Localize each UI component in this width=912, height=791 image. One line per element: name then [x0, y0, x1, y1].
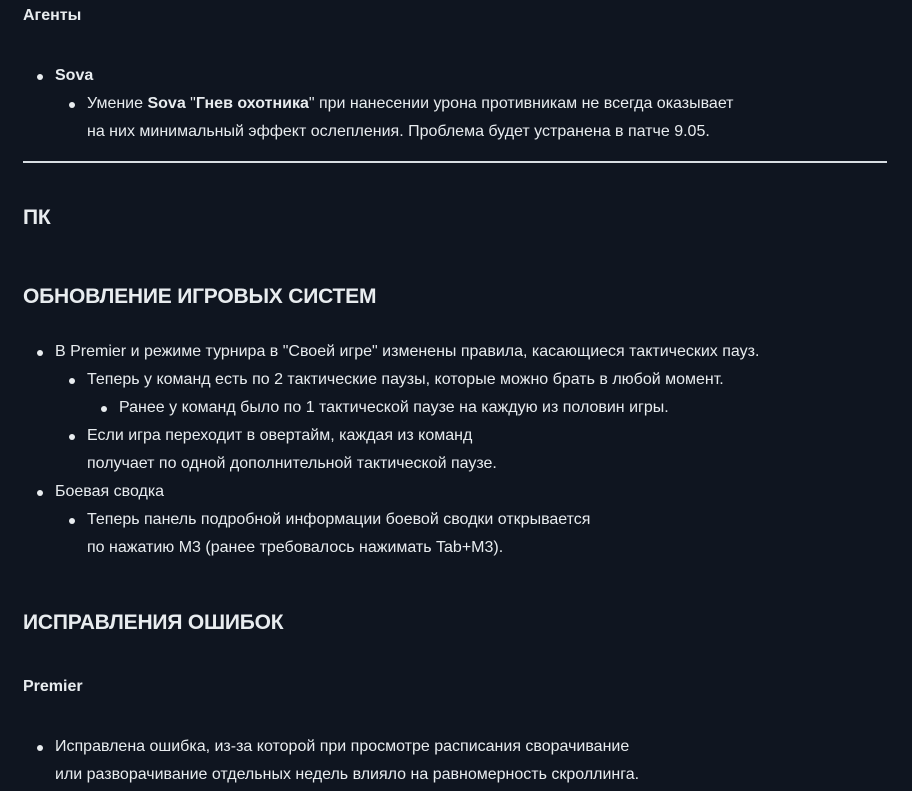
list-item-text-line2: по нажатию M3 (ранее требовалось нажимать Tab+M3).	[87, 539, 504, 556]
bullet-icon	[37, 745, 43, 751]
text-prefix: Умение	[87, 95, 148, 112]
list-item-text: Теперь у команд есть по 2 тактические паузы, которые можно брать в любой момент.	[87, 371, 724, 388]
agents-list	[23, 62, 889, 146]
bullet-icon	[37, 74, 43, 80]
section-divider	[23, 161, 887, 163]
section-heading-agents: Агенты	[23, 7, 82, 24]
list-item-two-pauses	[23, 366, 889, 394]
bullet-icon	[37, 490, 43, 496]
list-item-text: Ранее у команд было по 1 тактической паузе на каждую из половин игры.	[119, 399, 669, 416]
game-systems-list	[23, 338, 889, 562]
list-item-text-line2: получает по одной дополнительной тактической паузе.	[87, 455, 497, 472]
list-item-schedule-fix	[23, 733, 889, 789]
list-item-combat-report	[23, 478, 889, 506]
quote-open: "	[185, 95, 196, 112]
text-rest-line2: на них минимальный эффект ослепления. Проблема будет устранена в патче 9.05.	[87, 123, 710, 140]
bullet-icon	[69, 102, 75, 108]
list-item-previously	[23, 394, 889, 422]
section-heading-bug-fixes: ИСПРАВЛЕНИЯ ОШИБОК	[23, 611, 284, 634]
list-item-text-line1: Если игра переходит в овертайм, каждая из команд	[87, 427, 473, 444]
list-item-text-line2: или разворачивание отдельных недель влияло на равномерность скроллинга.	[55, 766, 640, 783]
list-item-sova-bug	[23, 90, 889, 146]
list-item-sova	[23, 62, 889, 90]
list-item-text-line1: Теперь панель подробной информации боевой сводки открывается	[87, 511, 591, 528]
ability-name: Гнев охотника	[195, 95, 309, 112]
agent-name-inline: Sova	[147, 95, 186, 112]
bug-fixes-list	[23, 733, 889, 789]
section-heading-game-systems: ОБНОВЛЕНИЕ ИГРОВЫХ СИСТЕМ	[23, 285, 377, 308]
text-rest-line1: " при нанесении урона противникам не всегда оказывает	[308, 95, 734, 112]
list-item-text: В Premier и режиме турнира в "Своей игре" изменены правила, касающиеся тактических пауз.	[55, 343, 760, 360]
agent-name-sova: Sova	[55, 67, 94, 84]
section-heading-pc: ПК	[23, 206, 51, 229]
bullet-icon	[101, 406, 107, 412]
subsection-heading-premier: Premier	[23, 678, 83, 695]
list-item-overtime	[23, 422, 889, 478]
list-item-panel	[23, 506, 889, 562]
list-item-text-line1: Исправлена ошибка, из-за которой при просмотре расписания сворачивание	[55, 738, 630, 755]
bullet-icon	[37, 350, 43, 356]
bullet-icon	[69, 518, 75, 524]
list-item-text: Боевая сводка	[55, 483, 165, 500]
bullet-icon	[69, 434, 75, 440]
list-item-premier-rules	[23, 338, 889, 366]
bullet-icon	[69, 378, 75, 384]
